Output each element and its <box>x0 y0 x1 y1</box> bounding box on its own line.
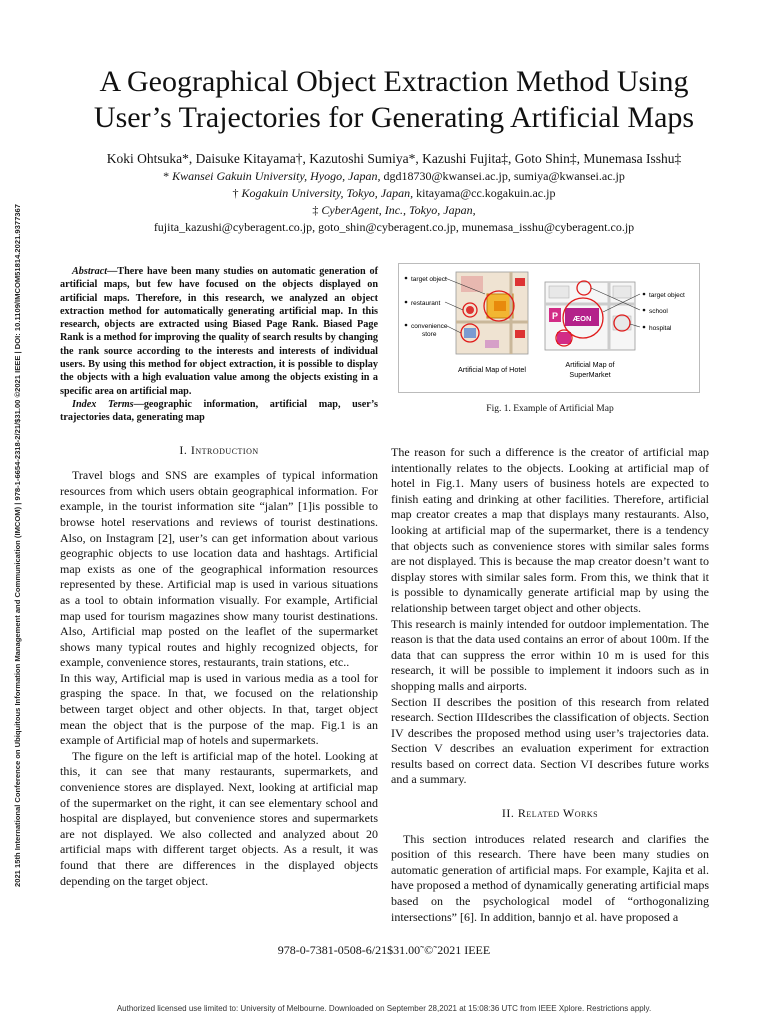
abstract-text: —There have been many studies on automatic generation of artificial maps, but few have focused on the objects displayed on artificial maps. Therefore, in this research, we analyzed an object extraction method for automatically generating artificial map. In this research, objects are extracted using Biased Page Rank. Biased Page Rank is a method for improving the quality of search results by changing the rank source according to the interests and interests of individual users. By using this method for object extraction, it is possible to display the objects with a high evaluation value among the objects existing in a specific area on artificial map. <box>60 266 378 397</box>
section-1-number: I. <box>179 442 191 457</box>
right-label-school: school <box>649 308 668 315</box>
hotel-map-marker-2 <box>515 330 525 338</box>
hotel-map-marker <box>515 278 525 286</box>
left-label-target: target object <box>411 276 447 283</box>
right-paragraph-3: Section II describes the position of this research from related research. Section IIIdescribes the classification of objects. Section IV describes the proposed method using user’s trajectories data. Section V describes an evaluation experiment for extraction results based on correct data. Section VI describes future works and a summary. <box>391 694 709 787</box>
bullet-1 <box>405 277 408 280</box>
hotel-map-caption: Artificial Map of Hotel <box>458 365 526 374</box>
intro-paragraph-1: Travel blogs and SNS are examples of typical information resources from which users obtain geographical information. For example, in the tourist information site “jalan” [1]is possible to browse hotel reservations and reviews of tourist destinations. Also, on Instagram [2], user’s can get information about various geographic objects to use location data and hashtags. Artificial map exists as one of the geographical information resources represented by these. Artificial map is used in various situations as a tool to obtain information visually. For example, Artificial map used for tourism magazines show many tourist destinations. Also, Artificial map posted on the leaflet of the supermarket shows many typical routes and highly recognized objects, for example, convenience stores, restaurants, train stations, etc.. <box>60 468 378 670</box>
aff3-loc: , Tokyo, Japan, <box>403 203 476 217</box>
footer-license: Authorized licensed use limited to: University of Melbourne. Downloaded on September 28,2021 at 15:08:36 UTC from IEEE Xplore. Restrictions apply. <box>116 1004 652 1013</box>
aff2-org: Kogakuin University <box>241 186 341 200</box>
section-1-heading <box>60 443 378 459</box>
affiliation-2 <box>40 185 748 202</box>
aff3-org: CyberAgent, Inc. <box>321 203 404 217</box>
author-names: Koki Ohtsuka*, Daisuke Kitayama†, Kazutoshi Sumiya*, Kazushi Fujita‡, Goto Shin‡, Munemasa Isshu‡ <box>106 151 682 166</box>
right-label-hospital: hospital <box>649 325 672 332</box>
author-block <box>40 150 748 236</box>
left-label-store: store <box>422 331 437 338</box>
aff3-marker: ‡ <box>312 203 319 217</box>
side-note-text: 2021 15th International Conference on Ubiquitous Information Management and Communication (IMCOM) | 978-1-6654-2318-2/21/$31.00 ©2021 IEEE | DOI: 10.1109/IMCOM51814.2021.9377367 <box>12 203 22 887</box>
figure-1 <box>398 263 700 393</box>
title-line-1: A Geographical Object Extraction Method Using <box>99 65 689 98</box>
right-paragraph-1: The reason for such a difference is the creator of artificial map intentionally relates to the objects. Looking at artificial map of hotel in Fig.1. Many users of business hotels are expected to finish eating and drinking at other facilities. Therefore, artificial map creator creates a map that displays many restaurants. Also, looking at artificial map of the supermarket, there is a tendency that objects such as convenience stores with similar sales forms are not displayed. This is because the map creator doesn’t want to display stores with similar sales form. From this, we think that it is possible to dynamically generate artificial map by using the relationship between target object and other objects. <box>391 445 709 615</box>
supermarket-parking-icon-2 <box>557 332 571 344</box>
right-paragraph-2: This research is mainly intended for outdoor implementation. The reason is that the data used contains an error of about 100m. If the data that can suppress the error within 10 m is used for this research, it will be possible to implement it indoors such as in shopping malls and airports. <box>391 616 709 693</box>
affiliation-3-emails: fujita_kazushi@cyberagent.co.jp, goto_shin@cyberagent.co.jp, munemasa_isshu@cyberagent.co.jp <box>153 220 635 234</box>
right-label-target: target object <box>649 292 685 299</box>
aff1-loc: , Hyogo, Japan, <box>304 169 384 183</box>
section-2-title: Related Works <box>517 806 599 821</box>
section-2-heading <box>391 806 709 822</box>
figure-1-caption: Fig. 1. Example of Artificial Map <box>486 404 614 414</box>
aff1-email: dgd18730@kwansei.ac.jp, sumiya@kwansei.ac.jp <box>383 169 625 183</box>
bullet-5 <box>643 309 646 312</box>
hotel-map-shop <box>485 340 499 348</box>
section-1-title: Introduction <box>190 442 259 457</box>
aff2-email: kitayama@cc.kogakuin.ac.jp <box>416 186 556 200</box>
abstract <box>60 265 378 425</box>
supermarket-school-icon <box>549 286 569 298</box>
supermarket-caption-line-2: SuperMarket <box>569 370 611 379</box>
affiliation-1 <box>40 168 748 185</box>
footer-isbn: 978-0-7381-0508-6/21$31.00˜©˜2021 IEEE <box>277 943 491 957</box>
hotel-convenience-icon <box>464 328 476 338</box>
figure-1-artwork <box>399 264 699 392</box>
section-2-number: II. <box>501 806 518 821</box>
index-terms-text: —geographic information, artificial map, user’s trajectories data, generating map <box>60 398 378 424</box>
intro-paragraph-2: In this way, Artificial map is used in various media as a tool for grasping the space. In that, we focused on the relationship between target object and other objects. In that, target object mean the object that is the purpose of the map. Fig.1 is an example of Artificial map of hotels and supermarkets. <box>60 670 378 748</box>
aff2-marker: † <box>232 186 239 200</box>
paper-title <box>40 64 748 136</box>
aff2-loc: , Tokyo, Japan, <box>340 186 417 200</box>
related-paragraph-1: This section introduces related research and clarifies the position of this research. There have been many studies on automatic generation of artificial maps. For example, Kajita et al. have proposed a method of dynamically generating artificial maps based on the psychological model of “orthogonalizing intersections” [6]. In addition, bannjo et al. have proposed a <box>391 831 709 924</box>
hotel-restaurant-icon <box>466 306 474 314</box>
bullet-6 <box>643 326 646 329</box>
intro-paragraph-3: The figure on the left is artificial map of the hotel. Looking at this, it can see that many restaurants, supermarkets, and convenience stores are displayed. Next, looking at artificial map of the supermarket on the right, it can see elementary school and hospital are displayed, but convenience stores and supermarkets are not displayed. We also collected and analyzed about 20 artificial maps with different target objects. As a result, it was found that there are differences in the displayed objects depending on the target object. <box>60 748 378 888</box>
affiliation-3 <box>40 202 748 219</box>
abstract-paragraph <box>60 265 378 398</box>
parking-badge: P <box>551 311 559 321</box>
supermarket-caption-line-1: Artificial Map of <box>565 360 615 369</box>
aff1-org: Kwansei Gakuin University <box>172 169 305 183</box>
abstract-label: Abstract <box>72 266 108 277</box>
supermarket-block <box>613 286 631 298</box>
right-column <box>391 445 709 925</box>
left-label-convenience: convenience <box>411 323 448 330</box>
left-column <box>60 265 378 889</box>
side-note <box>4 120 30 970</box>
title-line-2: User’s Trajectories for Generating Artificial Maps <box>93 101 695 134</box>
index-terms-label: Index Terms <box>72 398 134 410</box>
bullet-4 <box>643 293 646 296</box>
bullet-3 <box>405 324 408 327</box>
left-label-restaurant: restaurant <box>411 300 441 307</box>
index-terms <box>60 398 378 425</box>
aeon-logo: ÆON <box>572 314 592 323</box>
bullet-2 <box>405 301 408 304</box>
hotel-map-block <box>461 276 483 292</box>
aff1-marker: * <box>163 169 170 183</box>
hotel-target-inner <box>494 301 506 311</box>
